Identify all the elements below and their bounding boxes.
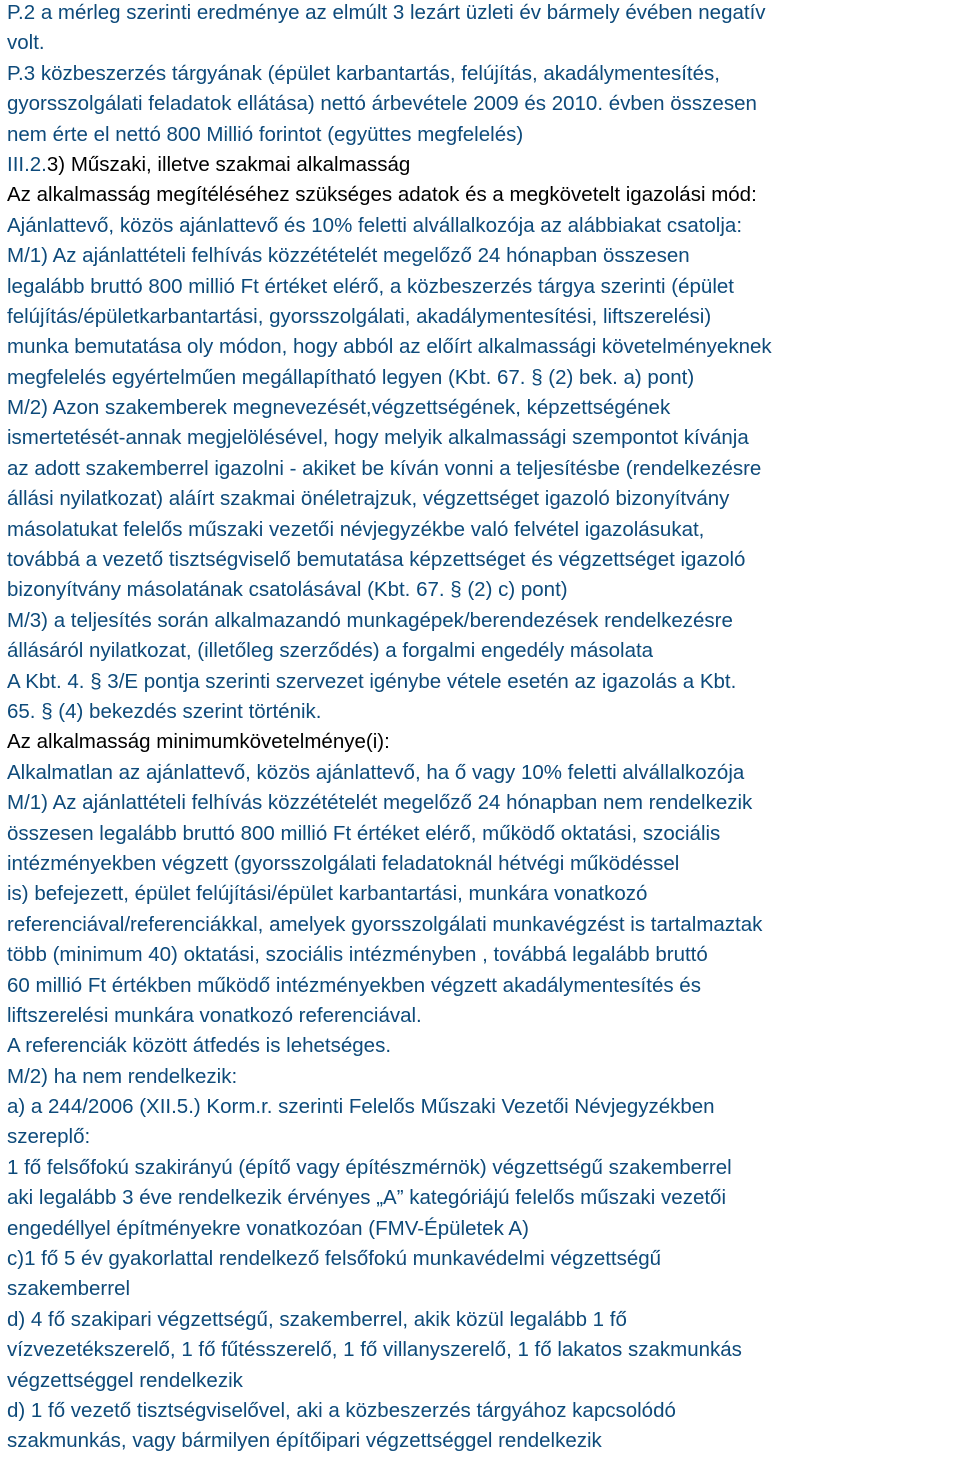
text-line: 60 millió Ft értékben működő intézményekben végzett akadálymentesítés és [7, 973, 701, 997]
text-line: M/3) a teljesítés során alkalmazandó munkagépek/berendezések rendelkezésre [7, 608, 733, 632]
text-line: állásáról nyilatkozat, (illetőleg szerződés) a forgalmi engedély másolata [7, 639, 654, 663]
text-line: továbbá a vezető tisztségviselő bemutatása képzettséget és végzettséget igazoló [7, 548, 746, 572]
text-segment: 3) Műszaki, illetve szakmai alkalmasság [46, 152, 411, 176]
document-page [7, 0, 957, 1457]
text-line: nem érte el nettó 800 Millió forintot (együttes megfelelés) [7, 122, 524, 146]
text-line: munka bemutatása oly módon, hogy abból az előírt alkalmassági követelményeknek [7, 335, 772, 359]
text-line: legalább bruttó 800 millió Ft értéket elérő, a közbeszerzés tárgya szerinti (épület [7, 274, 734, 298]
text-line: c)1 fő 5 év gyakorlattal rendelkező felsőfokú munkavédelmi végzettségű [7, 1247, 662, 1271]
text-line: aki legalább 3 éve rendelkezik érvényes „A” kategóriájú felelős műszaki vezetői [7, 1186, 727, 1210]
text-line: szakemberrel [7, 1277, 131, 1301]
text-line: megfelelés egyértelműen megállapítható legyen (Kbt. 67. § (2) bek. a) pont) [7, 365, 695, 389]
text-line: d) 4 fő szakipari végzettségű, szakemberrel, akik közül legalább 1 fő [7, 1307, 627, 1331]
text-line: másolatukat felelős műszaki vezetői névjegyzékbe való felvétel igazolásukat, [7, 517, 705, 541]
text-line: M/1) Az ajánlattételi felhívás közzétételét megelőző 24 hónapban összesen [7, 244, 690, 268]
text-line: M/2) Azon szakemberek megnevezését,végzettségének, képzettségének [7, 396, 671, 420]
text-line: engedéllyel építményekre vonatkozóan (FMV-Épületek A) [7, 1216, 529, 1240]
text-line: felújítás/épületkarbantartási, gyorsszolgálati, akadálymentesítési, liftszerelési) [7, 304, 712, 328]
text-line: állási nyilatkozat) aláírt szakmai önéletrajzuk, végzettséget igazoló bizonyítvány [7, 487, 730, 511]
text-line: intézményekben végzett (gyorsszolgálati feladatoknál hétvégi működéssel [7, 851, 680, 875]
text-line: 1 fő felsőfokú szakirányú (építő vagy építészmérnök) végzettségű szakemberrel [7, 1155, 732, 1179]
text-line: d) 1 fő vezető tisztségviselővel, aki a közbeszerzés tárgyához kapcsolódó [7, 1398, 676, 1422]
text-line: 65. § (4) bekezdés szerint történik. [7, 699, 322, 723]
text-line: M/2) ha nem rendelkezik: [7, 1064, 238, 1088]
text-line [7, 150, 957, 180]
text-segment: III.2. [7, 152, 47, 176]
text-line: volt. [7, 31, 45, 55]
text-line: P.2 a mérleg szerinti eredménye az elmúlt 3 lezárt üzleti év bármely évében negatív [7, 1, 766, 24]
text-line: a) a 244/2006 (XII.5.) Korm.r. szerinti Felelős Műszaki Vezetői Névjegyzékben [7, 1095, 715, 1119]
text-line: Ajánlattevő, közös ajánlattevő és 10% feletti alvállalkozója az alábbiakat csatolja: [7, 213, 743, 237]
text-line: vízvezetékszerelő, 1 fő fűtésszerelő, 1 fő villanyszerelő, 1 fő lakatos szakmunkás [7, 1338, 742, 1362]
text-line: több (minimum 40) oktatási, szociális intézményben , továbbá legalább bruttó [7, 943, 708, 967]
text-line: szereplő: [7, 1125, 91, 1149]
text-line: gyorsszolgálati feladatok ellátása) nettó árbevétele 2009 és 2010. évben összesen [7, 92, 757, 116]
text-line: referenciával/referenciákkal, amelyek gyorsszolgálati munkavégzést is tartalmaztak [7, 912, 763, 936]
text-line: Alkalmatlan az ajánlattevő, közös ajánlattevő, ha ő vagy 10% feletti alvállalkozója [7, 760, 745, 784]
text-line: szakmunkás, vagy bármilyen építőipari végzettséggel rendelkezik [7, 1429, 602, 1453]
text-line: Az alkalmasság minimumkövetelménye(i): [7, 730, 390, 754]
text-line: A Kbt. 4. § 3/E pontja szerinti szervezet igénybe vétele esetén az igazolás a Kbt. [7, 669, 737, 693]
text-line: az adott szakemberrel igazolni - akiket be kíván vonni a teljesítésbe (rendelkezésre [7, 456, 762, 480]
text-line: Az alkalmasság megítéléséhez szükséges adatok és a megkövetelt igazolási mód: [7, 183, 757, 207]
text-line: végzettséggel rendelkezik [7, 1368, 243, 1392]
text-line: bizonyítvány másolatának csatolásával (Kbt. 67. § (2) c) pont) [7, 578, 568, 602]
text-line: is) befejezett, épület felújítási/épület karbantartási, munkára vonatkozó [7, 882, 648, 906]
text-line: ismertetését-annak megjelölésével, hogy melyik alkalmassági szempontot kívánja [7, 426, 749, 450]
text-line: M/1) Az ajánlattételi felhívás közzétételét megelőző 24 hónapban nem rendelkezik [7, 791, 753, 815]
text-line: P.3 közbeszerzés tárgyának (épület karbantartás, felújítás, akadálymentesítés, [7, 61, 720, 85]
text-line: A referenciák között átfedés is lehetséges. [7, 1034, 392, 1058]
text-line: összesen legalább bruttó 800 millió Ft értéket elérő, működő oktatási, szociális [7, 821, 721, 845]
text-line: liftszerelési munkára vonatkozó referenciával. [7, 1003, 422, 1027]
